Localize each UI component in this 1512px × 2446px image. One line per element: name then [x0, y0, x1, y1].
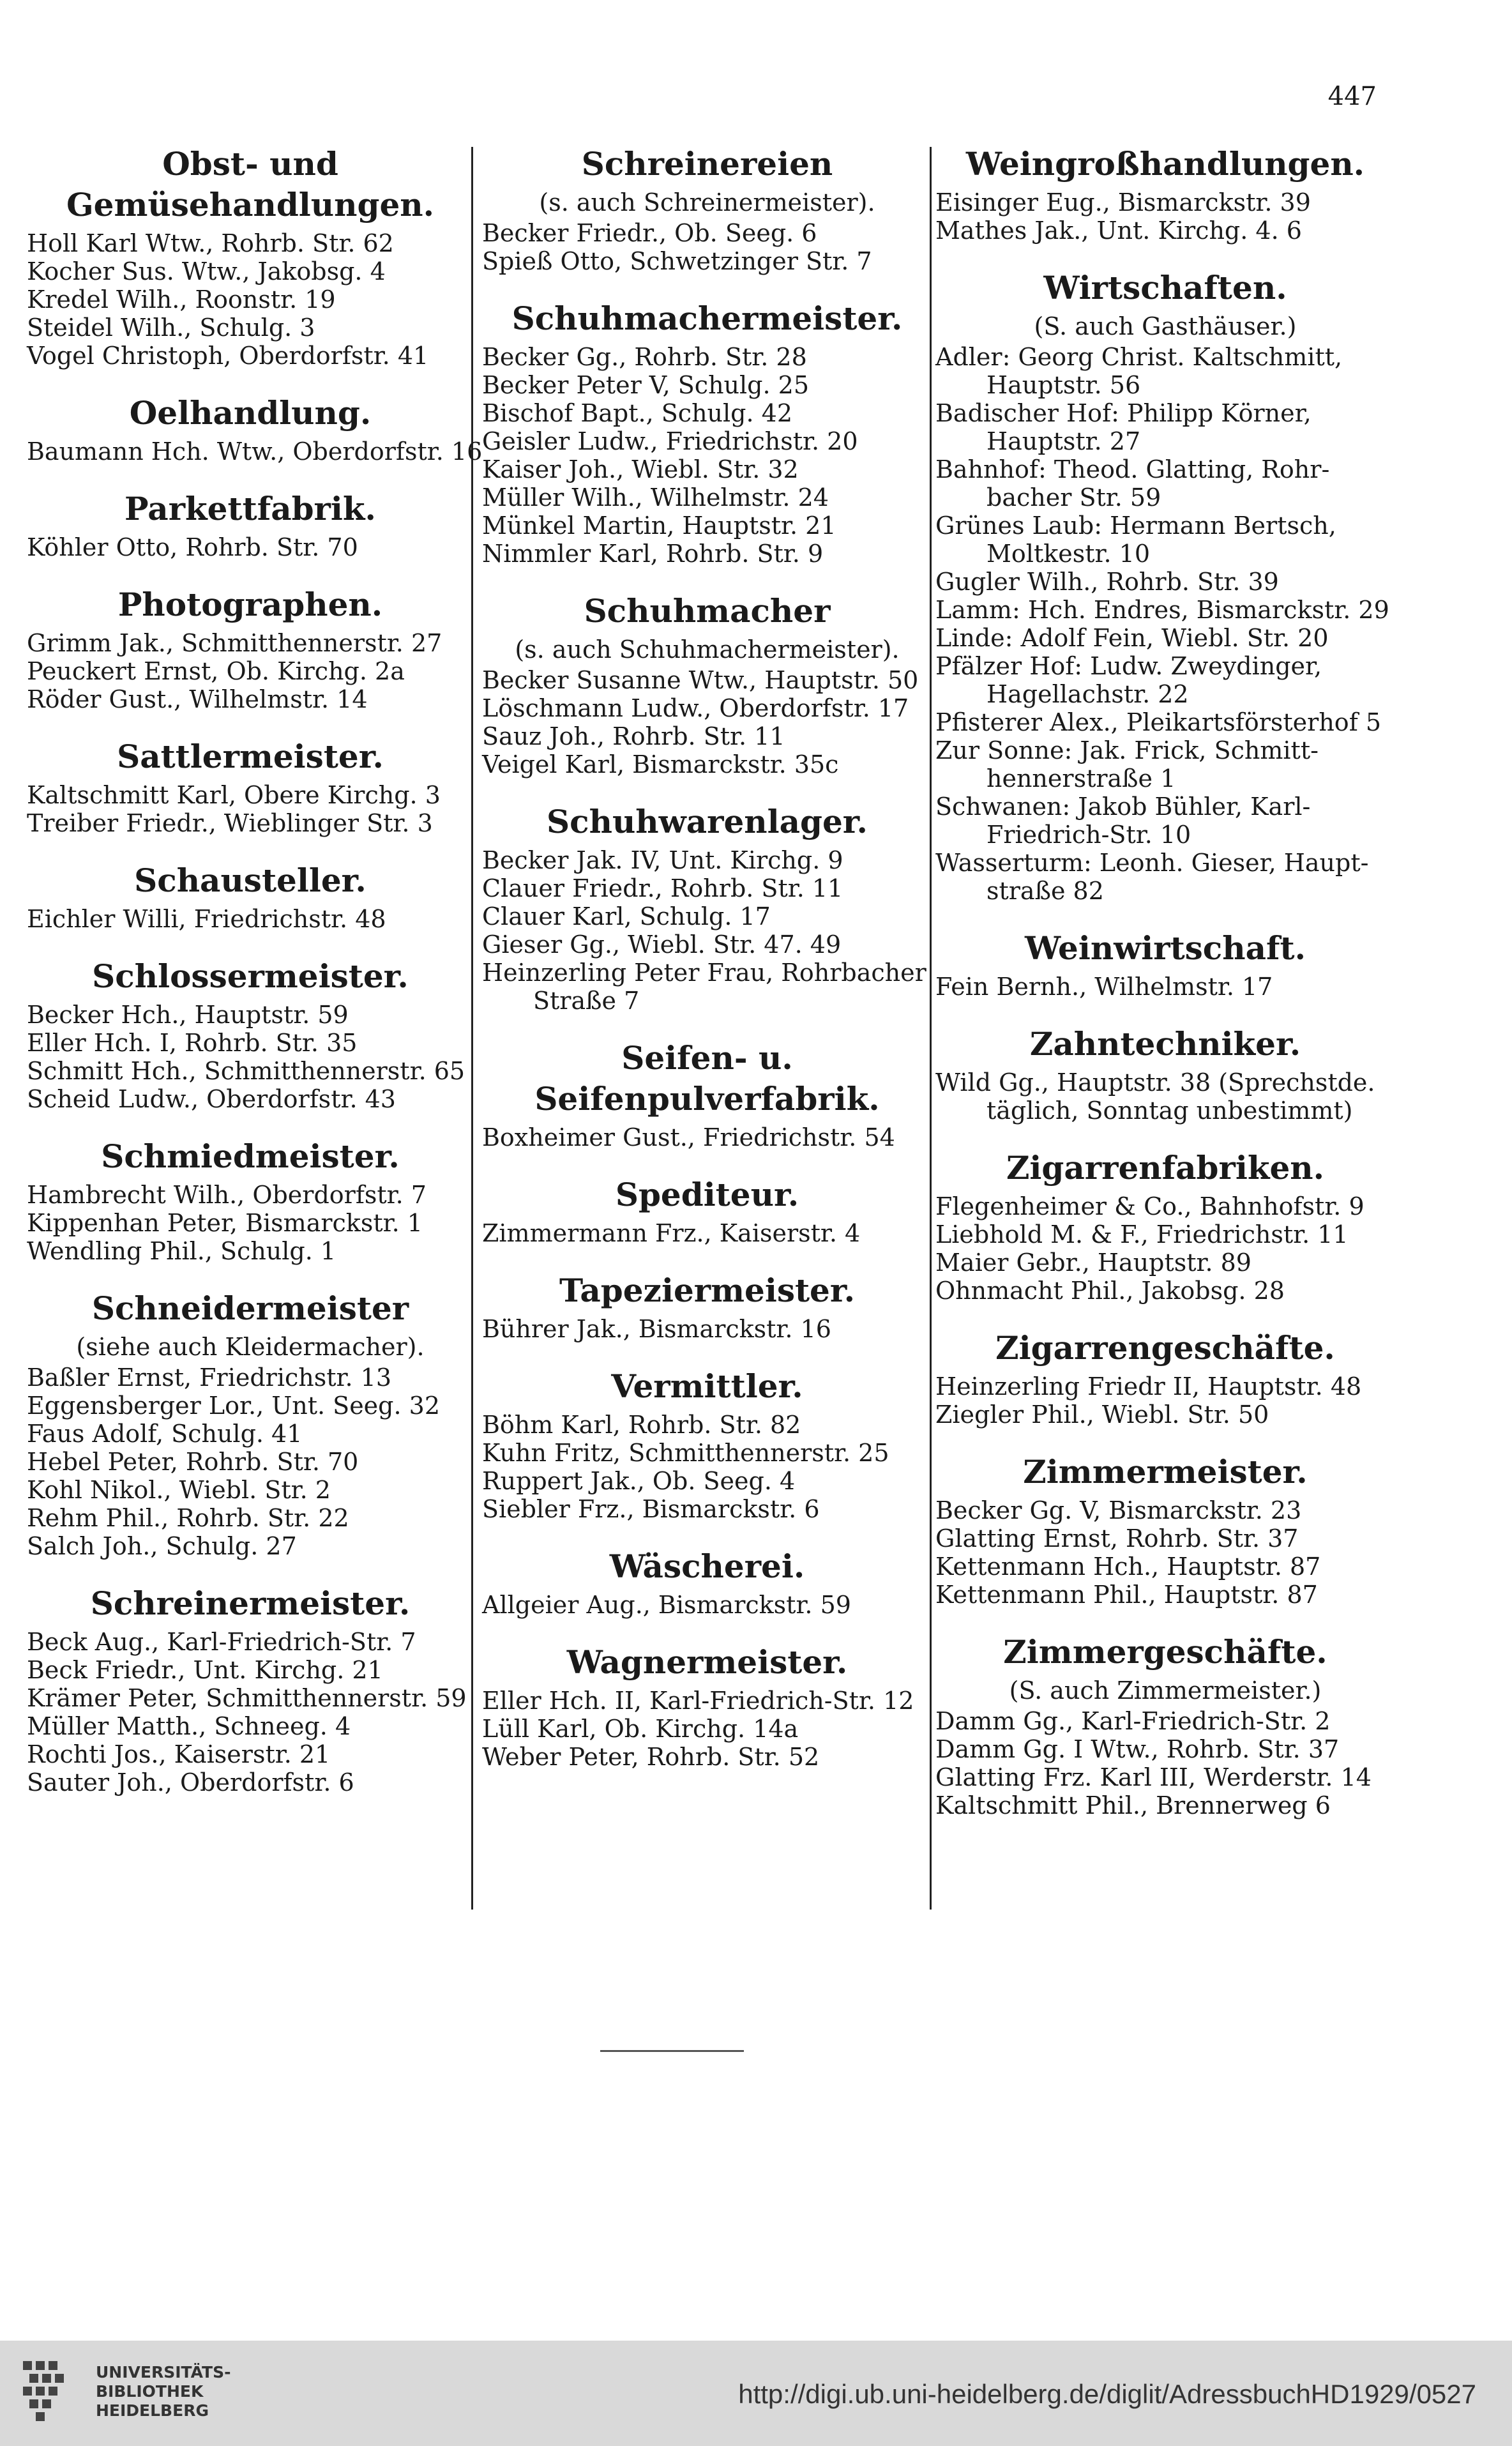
directory-entry: Salch Joh., Schulg. 27: [27, 1532, 297, 1560]
section-heading: Zimmergeschäfte.: [1003, 1633, 1327, 1671]
directory-entry: Becker Peter V, Schulg. 25: [482, 371, 810, 399]
directory-section: [482, 591, 932, 779]
directory-entry: Faus Adolf, Schulg. 41: [27, 1420, 303, 1448]
directory-entry: Wasserturm: Leonh. Gieser, Haupt-: [935, 849, 1369, 877]
directory-section: [482, 1270, 932, 1343]
directory-entry: Beck Aug., Karl-Friedrich-Str. 7: [27, 1628, 416, 1656]
directory-entry: Spieß Otto, Schwetzinger Str. 7: [482, 247, 872, 275]
directory-section: [935, 144, 1395, 245]
directory-entry: täglich, Sonntag unbestimmt): [987, 1097, 1353, 1125]
directory-entry: Fein Bernh., Wilhelmstr. 17: [935, 973, 1273, 1001]
directory-entry: Becker Gg. V, Bismarckstr. 23: [935, 1496, 1302, 1524]
directory-entry: Hauptstr. 27: [987, 427, 1141, 455]
directory-section: [27, 489, 474, 561]
directory-section: [27, 956, 474, 1113]
page-number: 447: [1327, 82, 1377, 111]
directory-section: [482, 1174, 932, 1247]
directory-entry: Peuckert Ernst, Ob. Kirchg. 2a: [27, 657, 405, 685]
directory-entry: Kettenmann Phil., Hauptstr. 87: [935, 1581, 1318, 1609]
directory-entry: Hebel Peter, Rohrb. Str. 70: [27, 1448, 359, 1476]
directory-entry: Eisinger Eug., Bismarckstr. 39: [935, 188, 1311, 216]
directory-entry: Weber Peter, Rohrb. Str. 52: [482, 1743, 820, 1771]
directory-entry: Sauter Joh., Oberdorfstr. 6: [27, 1768, 354, 1797]
directory-entry: Glatting Frz. Karl III, Werderstr. 14: [935, 1763, 1372, 1791]
section-heading: Vermittler.: [611, 1367, 803, 1405]
footer-bar: [0, 2341, 1512, 2446]
directory-entry: Hauptstr. 56: [987, 371, 1141, 399]
directory-section: [27, 1583, 474, 1797]
directory-entry: Veigel Karl, Bismarckstr. 35c: [482, 750, 839, 779]
section-heading: Weingroßhandlungen.: [965, 145, 1365, 183]
directory-entry: Badischer Hof: Philipp Körner,: [935, 399, 1312, 427]
library-name-line: BIBLIOTHEK: [96, 2382, 204, 2401]
directory-entry: Ziegler Phil., Wiebl. Str. 50: [935, 1401, 1269, 1429]
section-heading: Wäscherei.: [609, 1547, 805, 1585]
directory-entry: Nimmler Karl, Rohrb. Str. 9: [482, 540, 824, 568]
directory-section: [482, 1546, 932, 1619]
section-heading: Zigarrengeschäfte.: [995, 1329, 1335, 1367]
directory-section: [935, 928, 1395, 1001]
section-heading: Weinwirtschaft.: [1024, 929, 1306, 967]
directory-entry: Vogel Christoph, Oberdorfstr. 41: [27, 342, 429, 370]
directory-entry: Müller Wilh., Wilhelmstr. 24: [482, 483, 829, 512]
directory-entry: Damm Gg., Karl-Friedrich-Str. 2: [935, 1707, 1331, 1735]
directory-entry: Siebler Frz., Bismarckstr. 6: [482, 1495, 820, 1523]
section-heading: Zimmermeister.: [1023, 1453, 1308, 1491]
directory-entry: Baumann Hch. Wtw., Oberdorfstr. 16: [27, 437, 483, 466]
section-heading: Seifen- u. Seifenpulverfabrik.: [534, 1039, 880, 1118]
directory-section: [935, 1148, 1395, 1305]
directory-entry: Krämer Peter, Schmitthennerstr. 59: [27, 1684, 467, 1712]
directory-entry: Zur Sonne: Jak. Frick, Schmitt-: [935, 736, 1319, 764]
directory-entry: Mathes Jak., Unt. Kirchg. 4. 6: [935, 216, 1302, 245]
section-heading: Zahntechniker.: [1029, 1025, 1301, 1063]
directory-section: [27, 1288, 474, 1560]
directory-entry: Liebhold M. & F., Friedrichstr. 11: [935, 1220, 1349, 1249]
section-heading: Schneidermeister: [91, 1289, 409, 1327]
directory-entry: Gugler Wilh., Rohrb. Str. 39: [935, 568, 1279, 596]
directory-section: [482, 1038, 932, 1151]
directory-entry: Schwanen: Jakob Bühler, Karl-: [935, 793, 1311, 821]
directory-section: [27, 1136, 474, 1265]
directory-entry: Boxheimer Gust., Friedrichstr. 54: [482, 1123, 895, 1151]
directory-entry: Grünes Laub: Hermann Bertsch,: [935, 512, 1336, 540]
directory-entry: Kippenhan Peter, Bismarckstr. 1: [27, 1209, 423, 1237]
directory-entry: Heinzerling Peter Frau, Rohrbacher: [482, 959, 926, 987]
directory-entry: Eller Hch. II, Karl-Friedrich-Str. 12: [482, 1687, 914, 1715]
directory-section: [482, 801, 932, 1015]
directory-entry: Wild Gg., Hauptstr. 38 (Sprechstde.: [935, 1068, 1375, 1097]
section-heading: Wagnermeister.: [566, 1643, 848, 1681]
directory-entry: Grimm Jak., Schmitthennerstr. 27: [27, 629, 442, 657]
directory-entry: Kaiser Joh., Wiebl. Str. 32: [482, 455, 799, 483]
directory-entry: Clauer Karl, Schulg. 17: [482, 902, 771, 931]
directory-entry: Kredel Wilh., Roonstr. 19: [27, 285, 336, 314]
library-name-line: HEIDELBERG: [96, 2401, 209, 2420]
directory-entry: Steidel Wilh., Schulg. 3: [27, 314, 315, 342]
directory-entry: Kaltschmitt Phil., Brennerweg 6: [935, 1791, 1331, 1819]
section-note: (s. auch Schuhmachermeister).: [515, 635, 900, 664]
directory-entry: Kettenmann Hch., Hauptstr. 87: [935, 1553, 1321, 1581]
directory-entry: Zimmermann Frz., Kaiserstr. 4: [482, 1219, 861, 1247]
directory-section: [27, 144, 474, 370]
section-note: (siehe auch Kleidermacher).: [76, 1333, 425, 1361]
directory-entry: Becker Susanne Wtw., Hauptstr. 50: [482, 666, 919, 694]
section-heading: Tapeziermeister.: [559, 1272, 856, 1309]
section-heading: Zigarrenfabriken.: [1006, 1149, 1325, 1187]
directory-entry: Müller Matth., Schneeg. 4: [27, 1712, 351, 1740]
directory-entry: bacher Str. 59: [987, 483, 1161, 512]
directory-entry: Gieser Gg., Wiebl. Str. 47. 49: [482, 931, 842, 959]
directory-entry: Straße 7: [533, 987, 640, 1015]
directory-entry: Beck Friedr., Unt. Kirchg. 21: [27, 1656, 383, 1684]
directory-section: [27, 584, 474, 713]
section-heading: Photographen.: [117, 586, 383, 623]
directory-entry: Glatting Ernst, Rohrb. Str. 37: [935, 1524, 1299, 1553]
directory-entry: Bührer Jak., Bismarckstr. 16: [482, 1315, 831, 1343]
directory-entry: Kocher Sus. Wtw., Jakobsg. 4: [27, 257, 386, 285]
section-heading: Sattlermeister.: [117, 738, 384, 775]
directory-section: [935, 268, 1395, 905]
section-heading: Spediteur.: [615, 1176, 799, 1213]
directory-column-middle: [482, 144, 932, 1794]
directory-section: [27, 736, 474, 837]
directory-entry: Eller Hch. I, Rohrb. Str. 35: [27, 1029, 358, 1057]
directory-section: [482, 144, 932, 275]
directory-entry: Becker Hch., Hauptstr. 59: [27, 1001, 349, 1029]
directory-entry: Flegenheimer & Co., Bahnhofstr. 9: [935, 1192, 1365, 1220]
library-name: [96, 2363, 231, 2420]
section-heading: Schreinereien: [581, 145, 833, 183]
section-note: (S. auch Gasthäuser.): [1034, 312, 1297, 340]
directory-entry: Clauer Friedr., Rohrb. Str. 11: [482, 874, 843, 902]
directory-entry: Becker Friedr., Ob. Seeg. 6: [482, 219, 817, 247]
directory-entry: Münkel Martin, Hauptstr. 21: [482, 512, 836, 540]
directory-section: [27, 860, 474, 933]
directory-entry: Baßler Ernst, Friedrichstr. 13: [27, 1364, 392, 1392]
directory-entry: Heinzerling Friedr II, Hauptstr. 48: [935, 1372, 1362, 1401]
section-heading: Schuhwarenlager.: [547, 803, 868, 840]
section-heading: Schuhmacher: [584, 592, 831, 630]
directory-section: [935, 1452, 1395, 1609]
directory-entry: Becker Gg., Rohrb. Str. 28: [482, 343, 807, 371]
section-heading: Schlossermeister.: [92, 957, 409, 995]
section-heading: Oelhandlung.: [129, 394, 372, 432]
directory-entry: Eichler Willi, Friedrichstr. 48: [27, 905, 386, 933]
section-heading: Schausteller.: [134, 862, 367, 899]
directory-entry: Röder Gust., Wilhelmstr. 14: [27, 685, 368, 713]
university-library-logo: [17, 2355, 87, 2431]
directory-entry: Lüll Karl, Ob. Kirchg. 14a: [482, 1715, 799, 1743]
section-heading: Schmiedmeister.: [101, 1137, 400, 1175]
directory-section: [482, 1642, 932, 1771]
directory-section: [935, 1328, 1395, 1429]
directory-entry: Pfälzer Hof: Ludw. Zweydinger,: [935, 652, 1322, 680]
directory-entry: Friedrich-Str. 10: [987, 821, 1191, 849]
directory-entry: Adler: Georg Christ. Kaltschmitt,: [935, 343, 1343, 371]
directory-section: [482, 298, 932, 568]
directory-column-left: [27, 144, 483, 1819]
directory-section: [935, 1024, 1395, 1125]
directory-entry: Lamm: Hch. Endres, Bismarckstr. 29: [935, 596, 1389, 624]
directory-section: [27, 393, 483, 466]
directory-entry: Hagellachstr. 22: [987, 680, 1189, 708]
section-note: (S. auch Zimmermeister.): [1009, 1676, 1322, 1705]
directory-entry: Bahnhof: Theod. Glatting, Rohr-: [935, 455, 1330, 483]
section-heading: Wirtschaften.: [1043, 269, 1287, 307]
directory-entry: Scheid Ludw., Oberdorfstr. 43: [27, 1085, 396, 1113]
directory-entry: Allgeier Aug., Bismarckstr. 59: [482, 1591, 851, 1619]
directory-section: [935, 1632, 1395, 1819]
directory-entry: Schmitt Hch., Schmitthennerstr. 65: [27, 1057, 465, 1085]
directory-entry: Bischof Bapt., Schulg. 42: [482, 399, 793, 427]
directory-entry: hennerstraße 1: [987, 764, 1176, 793]
source-url[interactable]: http://digi.ub.uni-heidelberg.de/diglit/AdressbuchHD1929/0527: [738, 2379, 1476, 2409]
section-heading: Schreinermeister.: [90, 1584, 411, 1622]
section-heading: Schuhmachermeister.: [511, 300, 903, 337]
directory-section: [482, 1366, 932, 1523]
directory-entry: straße 82: [987, 877, 1104, 905]
directory-entry: Moltkestr. 10: [987, 540, 1150, 568]
directory-entry: Becker Jak. IV, Unt. Kirchg. 9: [482, 846, 843, 874]
directory-entry: Eggensberger Lor., Unt. Seeg. 32: [27, 1392, 441, 1420]
directory-entry: Ohnmacht Phil., Jakobsg. 28: [935, 1277, 1285, 1305]
directory-entry: Ruppert Jak., Ob. Seeg. 4: [482, 1467, 796, 1495]
directory-entry: Treiber Friedr., Wieblinger Str. 3: [27, 809, 433, 837]
section-note: (s. auch Schreinermeister).: [539, 188, 875, 216]
directory-entry: Kaltschmitt Karl, Obere Kirchg. 3: [27, 781, 441, 809]
directory-entry: Linde: Adolf Fein, Wiebl. Str. 20: [935, 624, 1329, 652]
directory-entry: Pfisterer Alex., Pleikartsförsterhof 5: [935, 708, 1382, 736]
directory-entry: Böhm Karl, Rohrb. Str. 82: [482, 1411, 801, 1439]
end-rule: [600, 2050, 744, 2052]
directory-entry: Wendling Phil., Schulg. 1: [27, 1237, 336, 1265]
section-heading: Obst- und Gemüsehandlungen.: [66, 145, 435, 224]
directory-entry: Maier Gebr., Hauptstr. 89: [935, 1249, 1251, 1277]
directory-entry: Holl Karl Wtw., Rohrb. Str. 62: [27, 229, 394, 257]
section-heading: Parkettfabrik.: [125, 490, 376, 528]
directory-entry: Löschmann Ludw., Oberdorfstr. 17: [482, 694, 909, 722]
directory-entry: Sauz Joh., Rohrb. Str. 11: [482, 722, 785, 750]
directory-column-right: [935, 144, 1395, 1842]
directory-entry: Damm Gg. I Wtw., Rohrb. Str. 37: [935, 1735, 1340, 1763]
directory-entry: Köhler Otto, Rohrb. Str. 70: [27, 533, 358, 561]
directory-entry: Hambrecht Wilh., Oberdorfstr. 7: [27, 1181, 427, 1209]
directory-entry: Rochti Jos., Kaiserstr. 21: [27, 1740, 331, 1768]
library-name-line: UNIVERSITÄTS-: [96, 2363, 231, 2381]
directory-entry: Geisler Ludw., Friedrichstr. 20: [482, 427, 858, 455]
directory-entry: Kuhn Fritz, Schmitthennerstr. 25: [482, 1439, 889, 1467]
directory-entry: Rehm Phil., Rohrb. Str. 22: [27, 1504, 349, 1532]
directory-entry: Kohl Nikol., Wiebl. Str. 2: [27, 1476, 331, 1504]
